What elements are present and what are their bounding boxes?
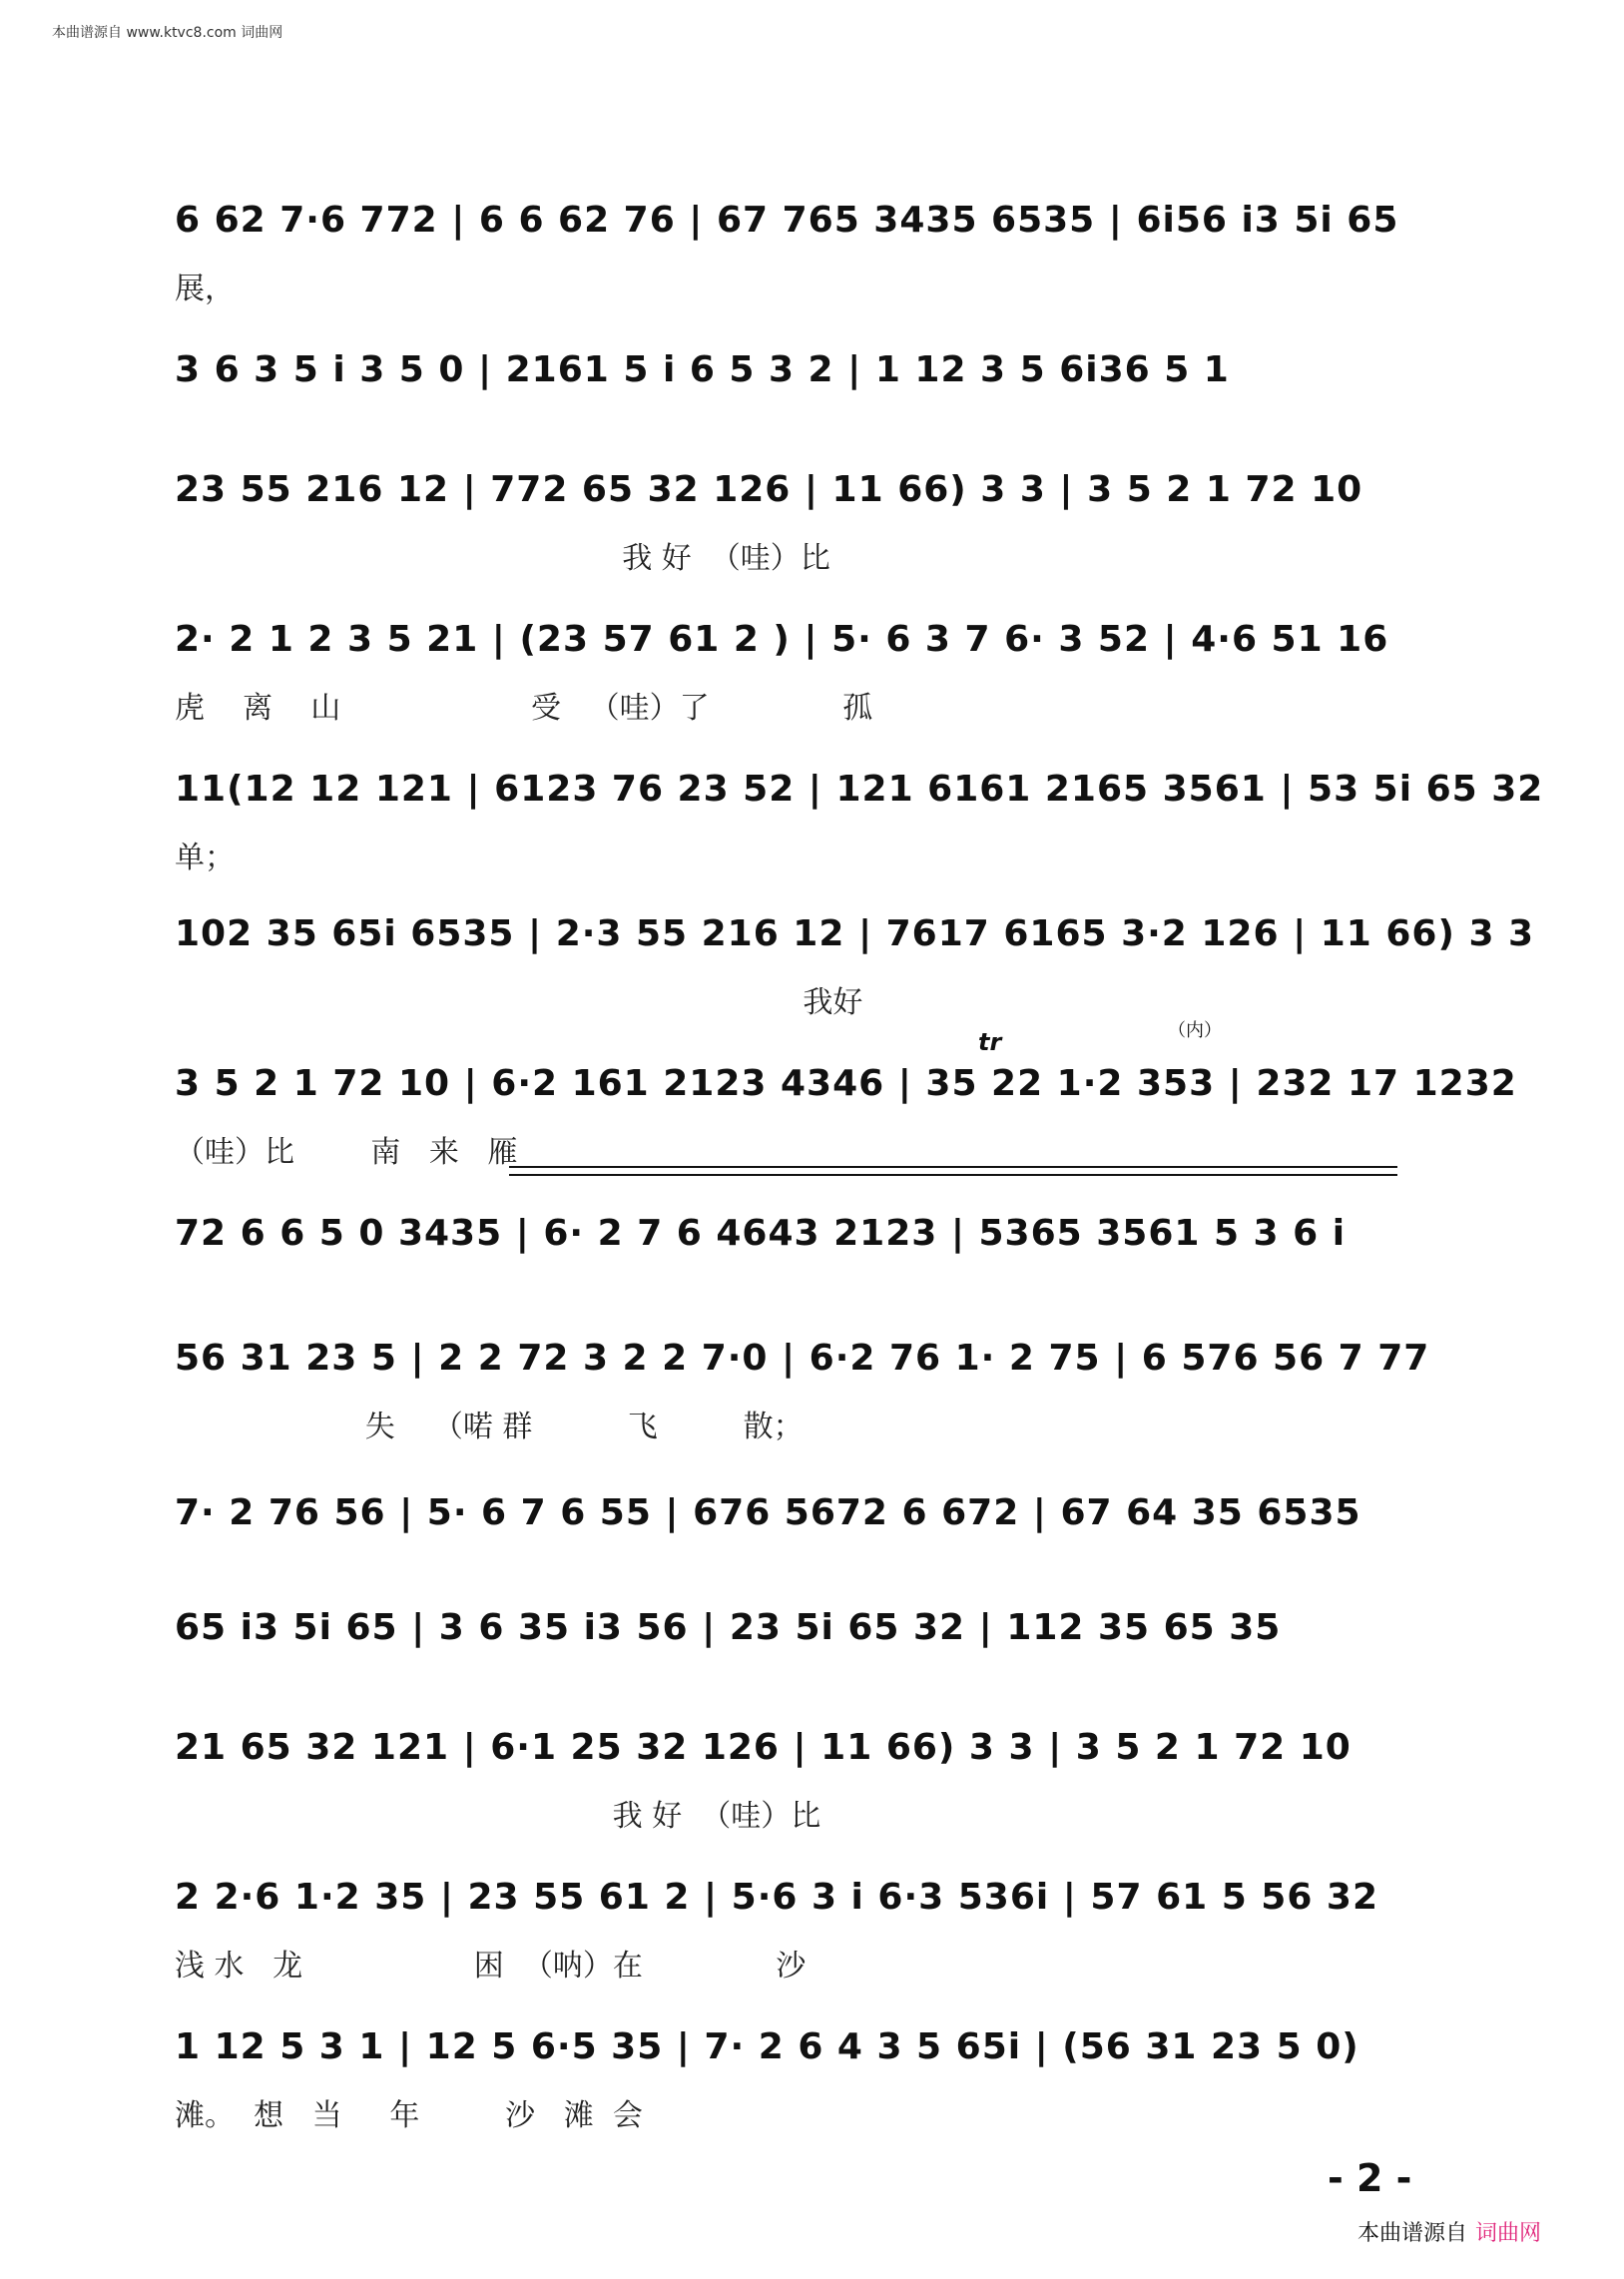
lyrics-row: 我好 bbox=[175, 985, 863, 1020]
notation-row: 6 62 7·6 772 | 6 6 62 76 | 67 765 3435 6535 | 6i56 i3 5i 65 bbox=[175, 200, 1399, 241]
lyrics-row: （哇）比 南 来 雁 bbox=[175, 1135, 518, 1170]
notation-row: 56 31 23 5 | 2 2 72 3 2 2 7·0 | 6·2 76 1· 2 75 | 6 576 56 7 77 bbox=[175, 1338, 1430, 1379]
notation-row: 21 65 32 121 | 6·1 25 32 126 | 11 66) 3 3 | 3 5 2 1 72 10 bbox=[175, 1727, 1352, 1768]
notation-row: 2· 2 1 2 3 5 21 | (23 57 61 2 ) | 5· 6 3 7 6· 3 52 | 4·6 51 16 bbox=[175, 619, 1389, 660]
lyrics-row: 我 好 （哇）比 bbox=[175, 541, 830, 576]
extended-slur bbox=[509, 1166, 1397, 1176]
notation-row: 72 6 6 5 0 3435 | 6· 2 7 6 4643 2123 | 5365 3561 5 3 6 i bbox=[175, 1213, 1347, 1254]
lyrics-row: 虎 离 山 受 （哇）了 孤 bbox=[175, 691, 873, 726]
trill-mark: tr bbox=[978, 1028, 1002, 1056]
source-header: 本曲谱源自 www.ktvc8.com 词曲网 bbox=[52, 25, 283, 41]
lyrics-row: 展， bbox=[175, 272, 235, 306]
footer-source: 本曲谱源自 bbox=[1357, 2221, 1468, 2246]
footer-brand[interactable]: 词曲网 bbox=[1475, 2221, 1542, 2246]
notation-row: 11(12 12 121 | 6123 76 23 52 | 121 6161 2165 3561 | 53 5i 65 32 bbox=[175, 769, 1544, 810]
footer bbox=[1357, 2216, 1541, 2247]
lyrics-row: 单； bbox=[175, 841, 235, 875]
notation-row: 102 35 65i 6535 | 2·3 55 216 12 | 7617 6165 3·2 126 | 11 66) 3 3 bbox=[175, 913, 1535, 954]
lyrics-row: 我 好 （哇）比 bbox=[175, 1799, 821, 1834]
lyrics-row: 浅 水 龙 困 （呐）在 沙 bbox=[175, 1949, 807, 1984]
lyrics-row: 失 （喏 群 飞 散； bbox=[175, 1410, 804, 1444]
notation-row: 1 12 5 3 1 | 12 5 6·5 35 | 7· 2 6 4 3 5 65i | (56 31 23 5 0) bbox=[175, 2026, 1359, 2067]
inner-mark: （内） bbox=[1168, 1020, 1222, 1041]
lyrics-row: 滩。 想 当 年 沙 滩 会 bbox=[175, 2098, 643, 2133]
right-margin-decoration bbox=[1609, 40, 1621, 2199]
left-margin-decoration bbox=[3, 40, 15, 2199]
notation-row: 65 i3 5i 65 | 3 6 35 i3 56 | 23 5i 65 32 | 112 35 65 35 bbox=[175, 1607, 1282, 1648]
notation-row: 2 2·6 1·2 35 | 23 55 61 2 | 5·6 3 i 6·3 536i | 57 61 5 56 32 bbox=[175, 1877, 1379, 1918]
notation-row: 3 5 2 1 72 10 | 6·2 161 2123 4346 | 35 22 1·2 353 | 232 17 1232 bbox=[175, 1063, 1517, 1104]
page-number: - 2 - bbox=[1328, 2156, 1412, 2200]
notation-row: 7· 2 76 56 | 5· 6 7 6 55 | 676 5672 6 672 | 67 64 35 6535 bbox=[175, 1492, 1361, 1533]
notation-row: 23 55 216 12 | 772 65 32 126 | 11 66) 3 3 | 3 5 2 1 72 10 bbox=[175, 469, 1363, 510]
notation-row: 3 6 3 5 i 3 5 0 | 2161 5 i 6 5 3 2 | 1 12 3 5 6i36 5 1 bbox=[175, 349, 1230, 390]
